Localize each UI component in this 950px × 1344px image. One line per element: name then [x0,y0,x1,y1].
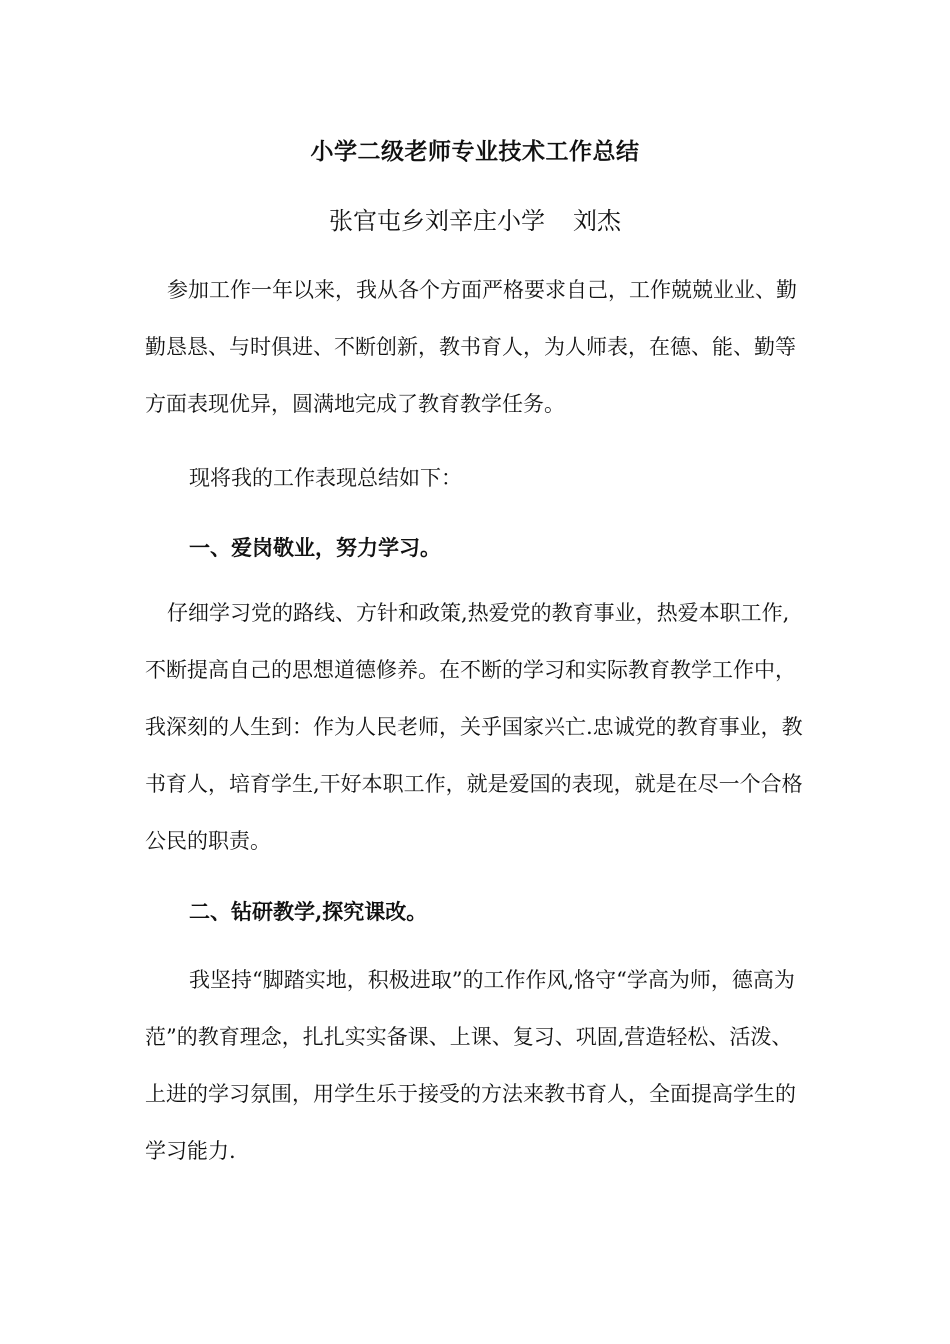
document-title: 小学二级老师专业技术工作总结 [310,138,640,165]
paragraph-intro: 参加工作一年以来，我从各个方面严格要求自己，工作兢兢业业、勤勤恳恳、与时俱进、不断创新，教书育人，为人师表，在德、能、勤等方面表现优异，圆满地完成了教育教学任务。 [145,278,797,416]
section-heading-2: 二、钻研教学,探究课改。 [189,899,428,924]
author-school: 张官屯乡刘辛庄小学 [329,207,545,235]
paragraph-section-1: 仔细学习党的路线、方针和政策,热爱党的教育事业，热爱本职工作,不断提高自己的思想道德修养。在不断的学习和实际教育教学工作中，我深刻的人生到：作为人民老师，关乎国家兴亡.忠诚党的教育事业，教书育人，培育学生,干好本职工作，就是爱国的表现，就是在尽一个合格公民的职责。 [145,601,803,853]
author-name: 刘杰 [573,207,621,235]
paragraph-summary-lead: 现将我的工作表现总结如下： [189,466,462,490]
section-heading-1: 一、爱岗敬业，努力学习。 [189,535,441,560]
author-line [0,202,950,240]
paragraph-section-2: 我坚持“脚踏实地，积极进取”的工作作风,恪守“学高为师，德高为范”的教育理念，扎扎实实备课、上课、复习、巩固,营造轻松、活泼、上进的学习氛围，用学生乐于接受的方法来教书育人，全面提高学生的学习能力. [145,968,796,1163]
